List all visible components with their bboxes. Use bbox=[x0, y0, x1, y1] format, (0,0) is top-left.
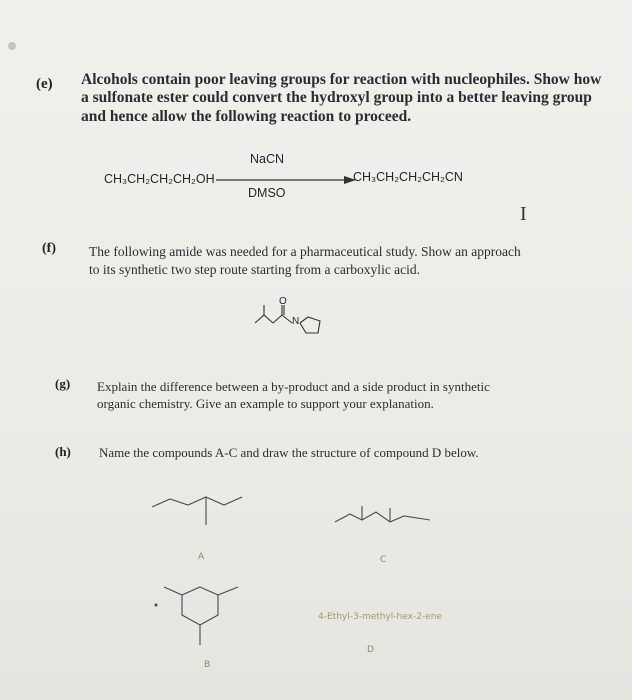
question-e-line-1: Alcohols contain poor leaving groups for reaction with nucleophiles. Show how bbox=[81, 71, 602, 88]
compound-d-handwritten-name: 4-Ethyl-3-methyl-hex-2-ene bbox=[318, 612, 442, 622]
question-g-label: (g) bbox=[55, 376, 71, 391]
question-f-label: (f) bbox=[42, 241, 56, 256]
question-f-line-1: The following amide was needed for a pharmaceutical study. Show an approach bbox=[89, 244, 521, 259]
question-g-line-2: organic chemistry. Give an example to support your explanation. bbox=[97, 396, 434, 411]
compound-b-structure bbox=[150, 575, 260, 665]
question-g-line-1: Explain the difference between a by-product and a side product in synthetic bbox=[97, 379, 490, 394]
question-e-label: (e) bbox=[36, 76, 53, 92]
compound-a-label: A bbox=[198, 552, 205, 562]
compound-b-label: B bbox=[204, 660, 211, 670]
amide-nitrogen-label: N bbox=[292, 316, 300, 327]
amide-oxygen-label: O bbox=[279, 296, 287, 307]
question-h-line-1: Name the compounds A-C and draw the structure of compound D below. bbox=[99, 445, 479, 460]
reagent-dmso: DMSO bbox=[248, 186, 286, 200]
compound-c-structure bbox=[330, 490, 440, 540]
question-e-line-2: a sulfonate ester could convert the hydroxyl group into a better leaving group bbox=[81, 89, 592, 106]
amide-structure bbox=[250, 295, 360, 355]
compound-d-label: D bbox=[367, 645, 374, 655]
reactant-formula: CH₃CH₂CH₂CH₂OH bbox=[104, 172, 215, 186]
compound-c-label: C bbox=[380, 555, 387, 565]
reaction-arrow bbox=[216, 174, 356, 186]
question-h-label: (h) bbox=[55, 444, 71, 459]
reagent-nacn: NaCN bbox=[250, 152, 285, 166]
binder-hole bbox=[8, 42, 16, 50]
compound-a-structure bbox=[150, 485, 260, 545]
text-cursor: I bbox=[520, 203, 527, 225]
product-formula: CH₃CH₂CH₂CH₂CN bbox=[353, 170, 463, 184]
question-f-line-2: to its synthetic two step route starting from a carboxylic acid. bbox=[89, 262, 421, 277]
question-e-line-3: and hence allow the following reaction to proceed. bbox=[81, 108, 412, 125]
